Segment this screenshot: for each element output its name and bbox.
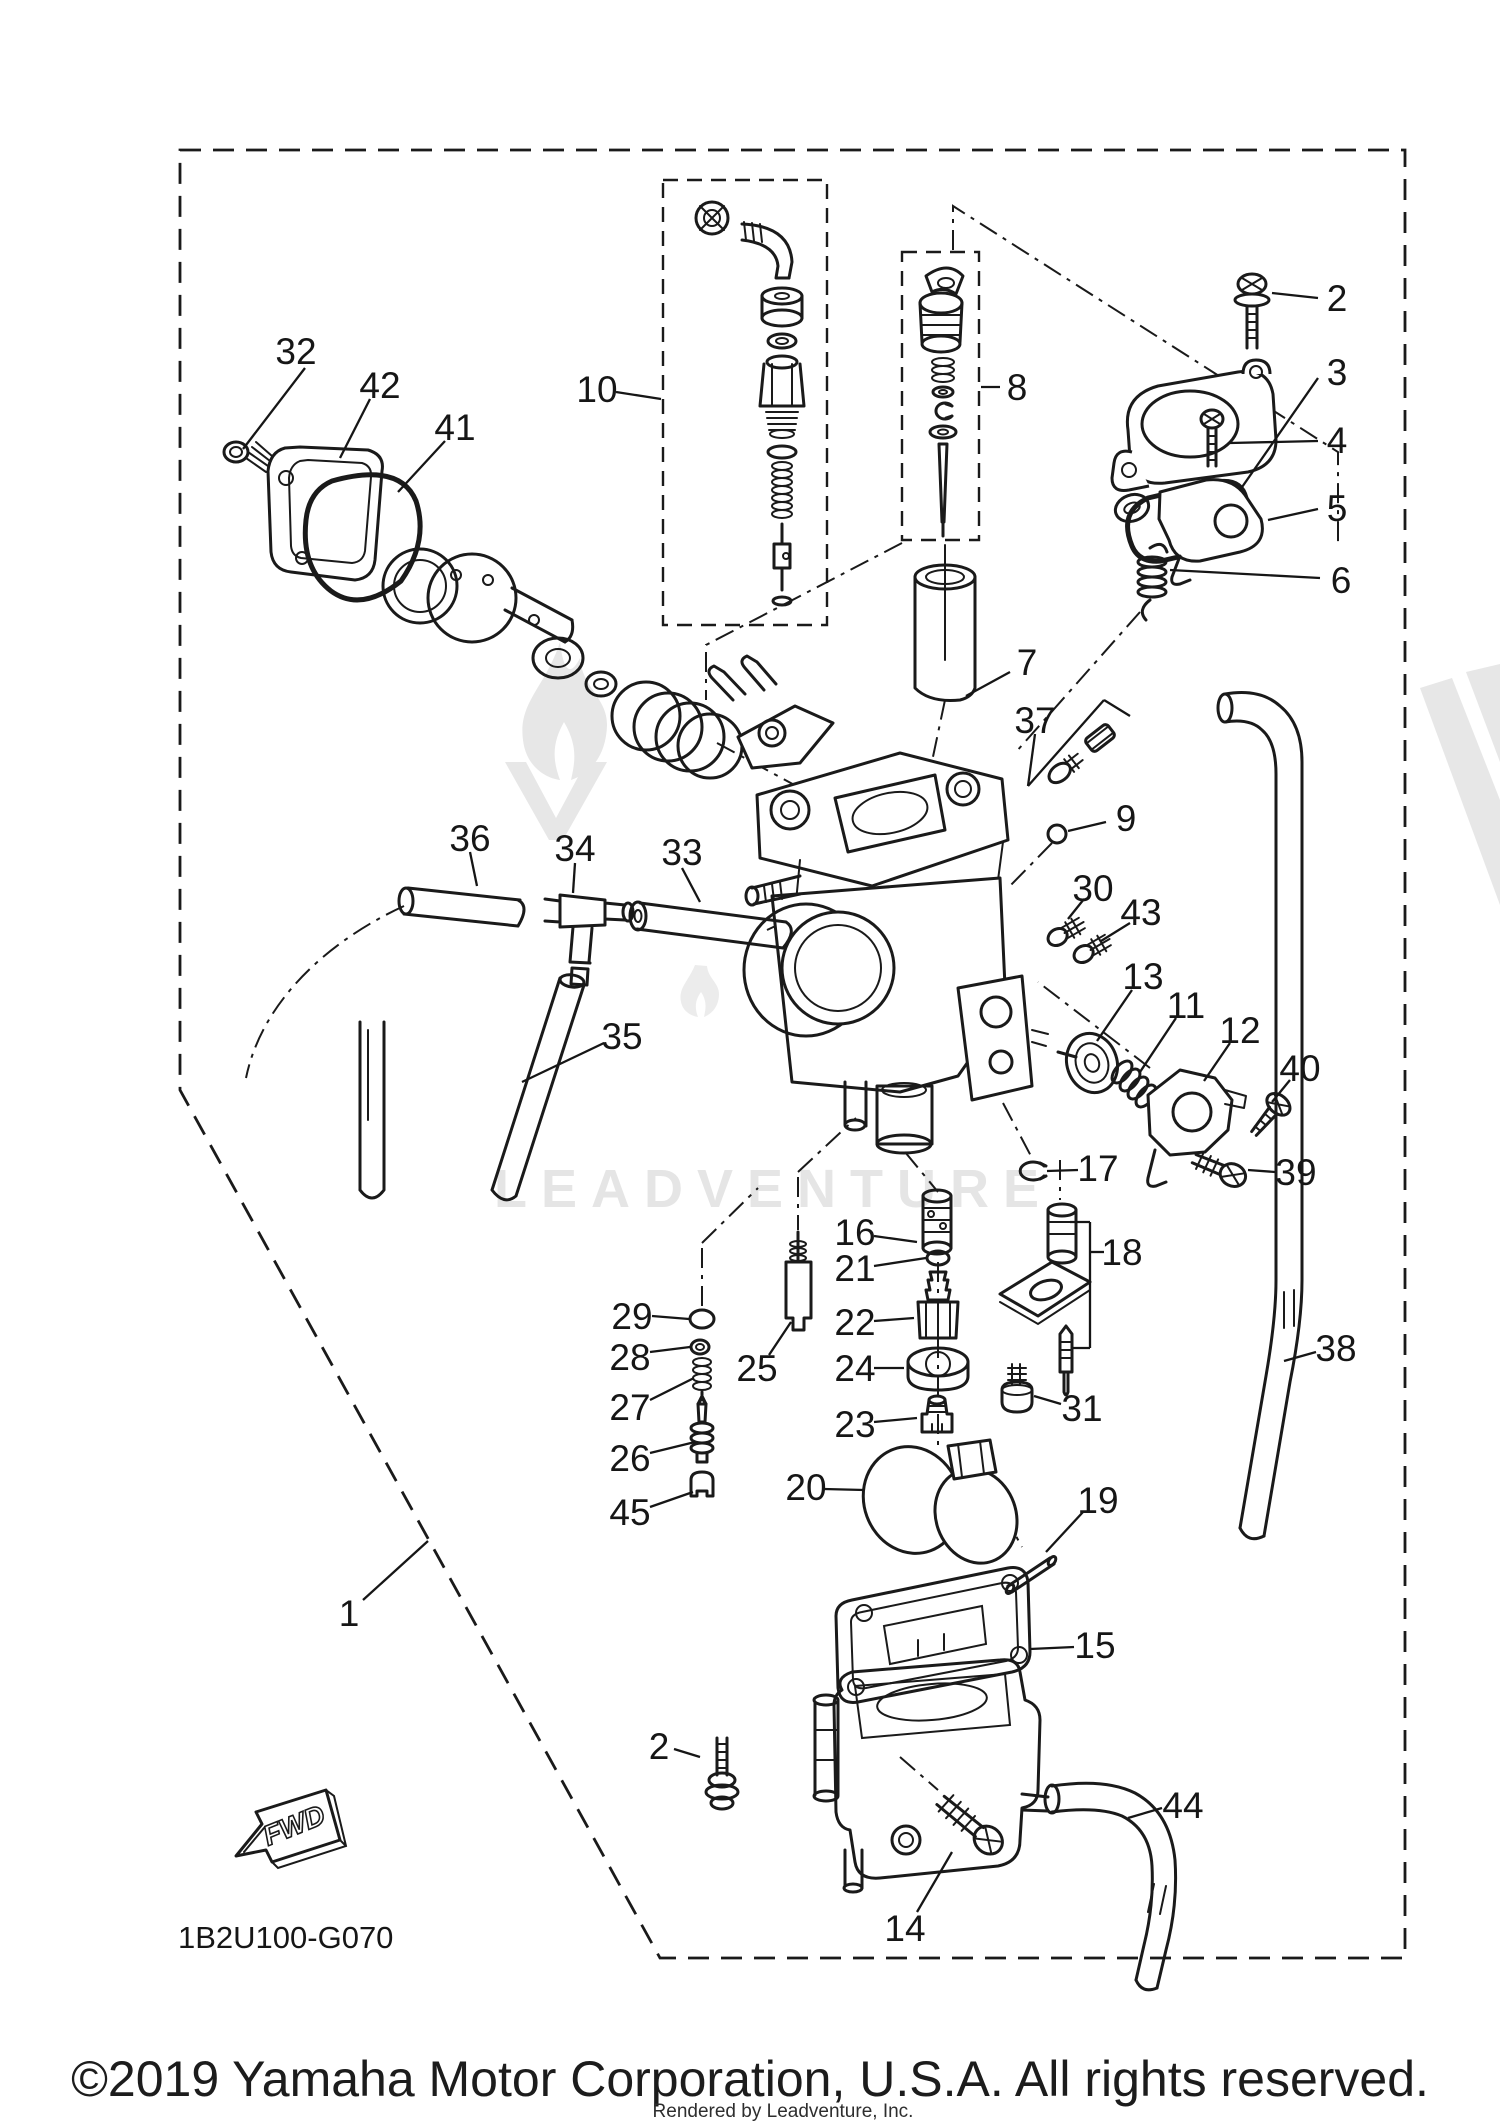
callout-number-38-37: 38 [1315, 1328, 1357, 1369]
callout-leader-7 [966, 672, 1010, 696]
callout-number-25-24: 25 [736, 1348, 778, 1389]
callout-leader-17 [1047, 1170, 1078, 1171]
float-bowl-sketch [706, 1660, 1176, 1990]
callout-number-10-9: 10 [576, 369, 618, 410]
callout-number-26-25: 26 [609, 1438, 651, 1479]
screw-2-bottom [706, 1738, 738, 1809]
part18-assembly-sketch [1000, 1204, 1090, 1395]
gasket-41-sketch [305, 475, 420, 600]
callout-leader-13 [1097, 990, 1132, 1041]
screw-2-top [1235, 274, 1269, 348]
callout-number-11-10: 11 [1166, 985, 1206, 1026]
callout-number-40-39: 40 [1279, 1048, 1321, 1089]
cover-42-sketch [268, 447, 382, 580]
screw-32-sketch [224, 442, 272, 472]
fwd-arrow-icon [236, 1790, 346, 1868]
float-20-sketch [848, 1433, 1057, 1595]
callout-number-2-45: 2 [648, 1726, 670, 1767]
copyright-text: ©2019 Yamaha Motor Corporation, U.S.A. All rights reserved. [71, 2051, 1429, 2107]
part9-ball-sketch [1048, 825, 1066, 843]
group10-parts-sketch [696, 202, 804, 605]
callout-number-14-13: 14 [884, 1908, 926, 1949]
callout-leader-9 [1068, 822, 1106, 831]
callout-number-44-43: 44 [1162, 1785, 1204, 1826]
rendered-by-text: Rendered by Leadventure, Inc. [652, 2101, 914, 2122]
callout-number-30-29: 30 [1072, 868, 1114, 909]
callout-leader-27 [650, 1378, 694, 1400]
callout-number-4-3: 4 [1326, 420, 1348, 461]
callout-number-43-42: 43 [1120, 892, 1162, 933]
callout-number-6-5: 6 [1330, 560, 1352, 601]
leadventure-watermark-text: LEADVENTURE [494, 1159, 1054, 1219]
callout-number-37-36: 37 [1014, 700, 1056, 741]
callout-number-5-4: 5 [1326, 488, 1348, 529]
callout-number-45-44: 45 [609, 1492, 651, 1533]
holder-5 [1112, 480, 1263, 585]
callout-leader-33 [682, 868, 700, 902]
callout-number-20-19: 20 [785, 1467, 827, 1508]
callout-number-34-33: 34 [554, 828, 596, 869]
callout-number-18-17: 18 [1101, 1232, 1143, 1273]
part30-screw-sketch [1044, 914, 1088, 950]
callout-leader-26 [650, 1442, 695, 1453]
callout-number-15-14: 15 [1074, 1625, 1116, 1666]
callout-leader-31 [1034, 1396, 1061, 1404]
callout-number-31-30: 31 [1061, 1388, 1103, 1429]
callout-number-21-20: 21 [834, 1248, 876, 1289]
callout-leader-23 [874, 1418, 917, 1422]
callout-leader-38 [1284, 1352, 1316, 1361]
callout-number-8-7: 8 [1006, 367, 1028, 408]
callout-number-23-22: 23 [834, 1404, 876, 1445]
screw-14 [934, 1789, 1009, 1860]
gasket-15-sketch [836, 1568, 1030, 1703]
group8-parts-sketch [920, 268, 963, 536]
callout-number-9-8: 9 [1115, 798, 1137, 839]
callout-number-12-11: 12 [1219, 1010, 1261, 1051]
callout-leader-16 [874, 1236, 917, 1242]
screw-40 [1244, 1089, 1294, 1142]
cover-group-sketch [1112, 274, 1276, 620]
callout-number-39-38: 39 [1275, 1152, 1317, 1193]
callout-number-19-18: 19 [1077, 1480, 1119, 1521]
carburetor-body-sketch [709, 656, 1048, 1153]
callout-number-42-41: 42 [359, 365, 401, 406]
part25-screw [786, 1262, 811, 1330]
callout-leader-2 [1272, 293, 1318, 298]
callout-number-32-31: 32 [275, 331, 317, 372]
jet-column-sketch [908, 1190, 968, 1432]
callout-leader-29 [652, 1316, 689, 1319]
part7-cylinder-sketch [915, 545, 975, 701]
callout-number-17-16: 17 [1077, 1148, 1119, 1189]
callout-number-24-23: 24 [834, 1348, 876, 1389]
callout-number-13-12: 13 [1122, 956, 1164, 997]
callout-leader-32 [243, 368, 305, 449]
callout-number-33-32: 33 [661, 832, 703, 873]
callout-leader-1 [363, 1541, 428, 1600]
part45-cap [691, 1472, 713, 1496]
callout-number-16-15: 16 [834, 1212, 876, 1253]
callout-leader-10 [616, 392, 661, 399]
callout-leader-5 [1268, 509, 1318, 520]
hoses-33-36-sketch [360, 888, 791, 1200]
callout-number-7-6: 7 [1016, 642, 1038, 683]
callout-leader-2 [674, 1749, 700, 1757]
part27-spring [693, 1358, 711, 1390]
callout-number-2-1: 2 [1326, 278, 1348, 319]
part-code-text: 1B2U100-G070 [178, 1920, 394, 1955]
fwd-arrow-label: FWD [258, 1798, 330, 1852]
callout-bracket-37 [1104, 700, 1130, 716]
cover-part [1112, 360, 1276, 491]
callout-number-41-40: 41 [434, 407, 476, 448]
callout-leader-39 [1248, 1170, 1275, 1172]
callout-leader-14 [917, 1852, 952, 1912]
callout-leader-11 [1140, 1018, 1176, 1072]
part31-plug-sketch [1002, 1364, 1032, 1412]
part28-washer [691, 1340, 709, 1354]
callout-number-29-28: 29 [611, 1296, 653, 1337]
part29-oring [690, 1310, 714, 1328]
callout-leader-41 [398, 441, 445, 492]
callout-leader-15 [1030, 1647, 1074, 1649]
callout-leader-21 [874, 1258, 926, 1266]
callout-leader-6 [1170, 570, 1320, 578]
callout-number-22-21: 22 [834, 1302, 876, 1343]
callout-number-3-2: 3 [1326, 352, 1348, 393]
callout-leader-22 [874, 1318, 914, 1321]
callout-number-27-26: 27 [609, 1387, 651, 1428]
callout-number-36-35: 36 [449, 818, 491, 859]
callout-leader-45 [650, 1492, 693, 1507]
callout-number-1-0: 1 [338, 1593, 360, 1634]
part26-needle [691, 1392, 713, 1462]
callout-leader-20 [824, 1489, 864, 1490]
callout-leader-28 [650, 1347, 690, 1352]
callout-number-28-27: 28 [609, 1337, 651, 1378]
parts-illustration [224, 202, 1302, 1990]
callout-number-35-34: 35 [601, 1016, 643, 1057]
